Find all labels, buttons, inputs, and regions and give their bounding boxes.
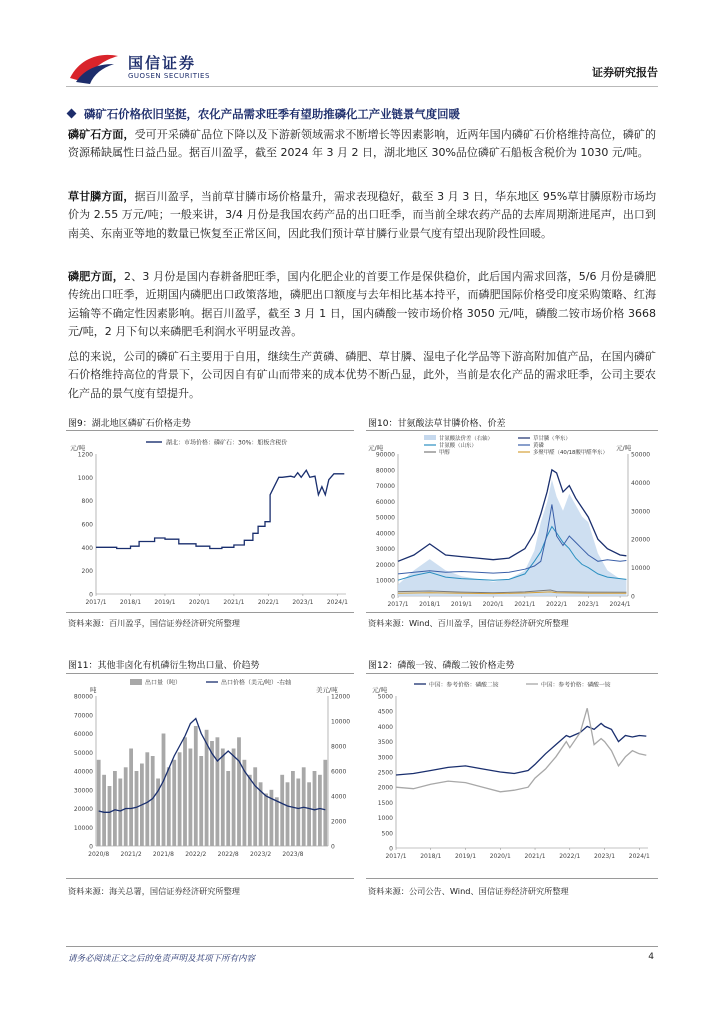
export-volume-bar <box>135 771 139 846</box>
paragraph-glyphosate <box>68 188 656 243</box>
y-right-tick-label: 10000 <box>331 718 351 726</box>
export-volume-bar <box>189 749 193 847</box>
x-tick-label: 2023/8 <box>282 851 304 858</box>
x-tick-label: 2023/2 <box>250 851 272 858</box>
legend-label: 甘氨酸（山东） <box>439 443 477 450</box>
y-right-tick-label: 50000 <box>631 451 651 459</box>
export-volume-bar <box>178 752 182 846</box>
fig11-title: 图11：其他非卤化有机磷衍生物出口量、价趋势 <box>68 661 260 671</box>
export-volume-bar <box>307 782 311 846</box>
y-tick-label: 200 <box>81 568 93 576</box>
y-right-tick-label: 6000 <box>331 768 347 776</box>
map-price-line <box>396 708 646 792</box>
export-volume-bar <box>194 726 198 846</box>
x-tick-label: 2024/1 <box>628 853 650 860</box>
paragraph-lead: 磷肥方面， <box>68 270 125 283</box>
legend-label: 中国：参考价格：磷酸二铵 <box>429 682 499 689</box>
x-tick-label: 2017/1 <box>387 601 409 608</box>
export-volume-bar <box>113 771 117 846</box>
export-volume-bar <box>97 760 101 846</box>
paragraph-summary <box>68 348 656 403</box>
export-volume-bar <box>102 775 106 846</box>
y-tick-label: 30000 <box>375 546 395 554</box>
x-tick-label: 2022/2 <box>185 851 207 858</box>
fig9-source: 资料来源：百川盈孚，国信证券经济研究所整理 <box>68 618 240 628</box>
x-tick-label: 2018/1 <box>420 853 442 860</box>
export-volume-bar <box>280 775 284 846</box>
fig12-source: 资料来源：公司公告、Wind、国信证券经济研究所整理 <box>368 886 569 896</box>
x-tick-label: 2022/8 <box>217 851 239 858</box>
fig11-source: 资料来源：海关总署，国信证券经济研究所整理 <box>68 886 240 896</box>
y-tick-label: 20000 <box>375 561 395 569</box>
legend-label: 出口价格（美元/吨）-右轴 <box>221 679 292 687</box>
y-tick-label: 5000 <box>377 693 393 701</box>
y-tick-label: 90000 <box>375 451 395 459</box>
y-tick-label: 3000 <box>377 754 393 762</box>
export-volume-bar <box>313 771 317 846</box>
paragraph-phosphate-fertilizer <box>68 268 656 341</box>
export-volume-bar <box>151 756 155 846</box>
y-right-axis-unit: 元/吨 <box>616 444 632 452</box>
x-tick-label: 2019/1 <box>154 599 176 606</box>
series-line-phosphate-rock <box>96 470 344 548</box>
export-volume-bar <box>210 741 214 846</box>
section-title-text: 磷矿石价格依旧坚挺，农化产品需求旺季有望助推磷化工产业链景气度回暖 <box>84 107 460 121</box>
export-volume-bar <box>199 756 203 846</box>
fig11-top-rule <box>66 673 354 674</box>
company-name-en: GUOSEN SECURITIES <box>128 72 210 80</box>
paragraph-body: 2、3 月份是国内春耕备肥旺季，国内化肥企业的首要工作是保供稳价，此后国内需求回落，5/6 月份是磷肥传统出口旺季，近期国内磷肥出口政策落地，磷肥出口额度与去年相比基本持平，而磷肥国际价格受印度采购策略、红海运输等不确定性因素影响。据百川盈孚，截至 3 月 1 日，国内磷酸一铵市场价格 3050 元/吨，磷酸二铵市场价格 3668 元/吨，2 月下旬以来磷肥毛利润水平明显改善。 <box>68 270 656 338</box>
fig10-title: 图10：甘氨酸法草甘膦价格、价差 <box>368 419 506 429</box>
y-right-tick-label: 8000 <box>331 743 347 751</box>
y-tick-label: 80000 <box>73 693 93 701</box>
export-volume-bar <box>145 752 149 846</box>
y-tick-label: 800 <box>81 498 93 506</box>
x-tick-label: 2020/1 <box>188 599 211 606</box>
y-tick-label: 0 <box>89 591 93 599</box>
y-tick-label: 30000 <box>73 787 93 795</box>
y-right-axis-unit: 美元/吨 <box>316 686 338 694</box>
y-tick-label: 50000 <box>73 749 93 757</box>
y-right-tick-label: 30000 <box>631 508 651 516</box>
y-tick-label: 0 <box>391 593 395 601</box>
section-title <box>68 106 460 122</box>
header-divider <box>66 86 658 87</box>
x-tick-label: 2023/1 <box>577 601 599 608</box>
x-tick-label: 2022/1 <box>559 853 581 860</box>
fig12-title: 图12：磷酸一铵、磷酸二铵价格走势 <box>368 661 515 671</box>
fig11-bottom-rule <box>66 878 354 879</box>
y-tick-label: 1200 <box>77 451 93 459</box>
export-volume-bar <box>237 737 241 846</box>
export-volume-bar <box>183 737 187 846</box>
y-tick-label: 0 <box>389 845 393 853</box>
y-tick-label: 2000 <box>377 784 393 792</box>
x-tick-label: 2019/1 <box>450 601 473 608</box>
y-right-tick-label: 10000 <box>631 565 651 573</box>
guosen-logo-mark <box>66 48 122 84</box>
company-name-cn: 国信证券 <box>128 54 197 72</box>
y-tick-label: 4500 <box>377 708 393 716</box>
paragraph-body: 总的来说，公司的磷矿石主要用于自用，继续生产黄磷、磷肥、草甘膦、湿电子化学品等下游高附加值产品，在国内磷矿石价格维持高位的背景下，公司因自有矿山而带来的成本优势不断凸显，此外，当前是农化产品的需求旺季，公司主要农化产品的景气度有望提升。 <box>68 350 656 400</box>
paragraph-phosphate-rock <box>68 126 656 163</box>
y-tick-label: 70000 <box>73 712 93 720</box>
export-volume-bar <box>167 767 171 846</box>
x-tick-label: 2022/1 <box>257 599 279 606</box>
paragraph-lead: 磷矿石方面， <box>68 128 135 141</box>
export-volume-bar <box>129 749 133 847</box>
export-volume-bar <box>253 767 257 846</box>
legend-label: 湖北：市场价格：磷矿石：30%：船板含税价 <box>166 439 288 447</box>
fig9-top-rule <box>66 430 354 431</box>
report-type-label: 证券研究报告 <box>592 66 658 79</box>
x-tick-label: 2017/1 <box>385 853 407 860</box>
y-axis-unit: 元/吨 <box>372 686 388 694</box>
legend-label: 黄磷 <box>533 443 544 450</box>
export-volume-bar <box>226 771 230 846</box>
fig10-bottom-rule <box>366 612 658 613</box>
y-right-tick-label: 20000 <box>631 536 651 544</box>
x-tick-label: 2023/1 <box>292 599 314 606</box>
diamond-bullet-icon <box>67 109 77 119</box>
y-tick-label: 1000 <box>377 815 393 823</box>
export-volume-bar <box>162 734 166 847</box>
export-volume-bar <box>221 749 225 847</box>
guosen-logo <box>66 48 246 84</box>
export-volume-bar <box>291 771 295 846</box>
y-tick-label: 50000 <box>375 514 395 522</box>
page-number: 4 <box>648 952 654 962</box>
legend-label: 多聚甲醛（40/18酸甲醛华东） <box>533 450 608 457</box>
x-tick-label: 2023/1 <box>593 853 616 860</box>
x-tick-label: 2017/1 <box>85 599 107 606</box>
legend-label: 甘氨酸法价差（右轴） <box>439 436 493 443</box>
fig10-top-rule <box>366 430 658 431</box>
footer-divider <box>66 946 658 947</box>
y-right-tick-label: 0 <box>331 843 335 851</box>
y-axis-unit: 吨 <box>90 686 97 694</box>
fig10-source: 资料来源：Wind、百川盈孚，国信证券经济研究所整理 <box>368 618 569 628</box>
y-tick-label: 2500 <box>377 769 393 777</box>
y-tick-label: 1000 <box>77 474 93 482</box>
paragraph-lead: 草甘膦方面， <box>68 190 135 203</box>
fig12-chart <box>366 676 658 876</box>
legend-swatch <box>130 679 142 685</box>
fig9-title: 图9：湖北地区磷矿石价格走势 <box>68 419 191 429</box>
y-tick-label: 10000 <box>375 577 395 585</box>
export-volume-bar <box>264 794 268 847</box>
x-tick-label: 2024/1 <box>326 599 348 606</box>
y-right-tick-label: 4000 <box>331 793 347 801</box>
y-right-tick-label: 12000 <box>331 693 351 701</box>
y-tick-label: 0 <box>89 843 93 851</box>
y-tick-label: 60000 <box>375 498 395 506</box>
export-volume-bar <box>216 737 220 846</box>
x-tick-label: 2020/8 <box>88 851 110 858</box>
fig10-chart <box>366 434 658 610</box>
y-tick-label: 40000 <box>73 768 93 776</box>
fig9-chart <box>66 434 356 610</box>
y-tick-label: 1500 <box>377 799 393 807</box>
export-volume-bar <box>108 786 112 846</box>
paragraph-body: 据百川盈孚，当前草甘膦市场价格量升，需求表现稳好，截至 3 月 3 日，华东地区 95%草甘膦原粉市场均价为 2.55 万元/吨；一般来讲，3/4 月份是我国农药产品的出口旺季，而当前全球农药产品的去库周期渐进尾声，出口到南美、东南亚等地的数量已恢复至正常区间，因此我们预计草甘膦行业景气度有望出现阶段性回暖。 <box>68 190 656 240</box>
y-axis-unit: 元/吨 <box>368 444 384 452</box>
export-volume-bar <box>323 760 327 846</box>
x-tick-label: 2021/1 <box>223 599 245 606</box>
y-tick-label: 20000 <box>73 806 93 813</box>
y-tick-label: 80000 <box>375 467 395 475</box>
x-tick-label: 2021/8 <box>152 851 174 858</box>
export-volume-bar <box>232 749 236 847</box>
export-volume-bar <box>318 775 322 846</box>
y-tick-label: 40000 <box>375 530 395 538</box>
y-axis-unit: 元/吨 <box>70 444 86 452</box>
x-tick-label: 2022/1 <box>546 601 568 608</box>
export-volume-bar <box>124 767 128 846</box>
y-tick-label: 400 <box>81 544 93 552</box>
x-tick-label: 2021/1 <box>524 853 546 860</box>
y-tick-label: 4000 <box>377 723 393 731</box>
export-volume-bar <box>248 775 252 846</box>
legend-swatch <box>424 435 436 440</box>
y-tick-label: 10000 <box>73 824 93 832</box>
legend-label: 草甘膦（华东） <box>533 436 571 443</box>
x-tick-label: 2018/1 <box>419 601 441 608</box>
x-tick-label: 2020/1 <box>482 601 504 608</box>
y-right-tick-label: 40000 <box>631 479 651 487</box>
y-tick-label: 3500 <box>377 739 393 747</box>
fig12-bottom-rule <box>366 878 658 879</box>
paragraph-body: 受可开采磷矿品位下降以及下游新领域需求不断增长等因素影响，近两年国内磷矿石价格维持高位，磷矿的资源稀缺属性日益凸显。据百川盈孚，截至 2024 年 3 月 2 日，湖北地区 30%品位磷矿石船板含税价为 1030 元/吨。 <box>68 128 656 160</box>
fig12-top-rule <box>366 673 658 674</box>
export-volume-bar <box>286 782 290 846</box>
x-tick-label: 2019/1 <box>454 853 477 860</box>
export-volume-bar <box>172 760 176 846</box>
legend-label: 甲醇 <box>439 450 450 457</box>
dap-price-line <box>396 723 646 775</box>
legend-label: 中国：参考价格：磷酸一铵 <box>541 682 611 689</box>
x-tick-label: 2021/1 <box>514 601 536 608</box>
y-tick-label: 500 <box>381 830 393 838</box>
x-tick-label: 2024/1 <box>609 601 631 608</box>
y-tick-label: 600 <box>81 521 93 529</box>
export-volume-bar <box>275 797 279 846</box>
export-volume-bar <box>296 779 300 847</box>
fig11-chart <box>66 676 356 876</box>
x-tick-label: 2021/2 <box>120 851 142 858</box>
y-right-tick-label: 2000 <box>331 818 347 826</box>
fig9-bottom-rule <box>66 612 354 613</box>
y-tick-label: 70000 <box>375 483 395 491</box>
x-tick-label: 2018/1 <box>119 599 142 606</box>
y-tick-label: 60000 <box>73 731 93 738</box>
page-header <box>66 48 658 88</box>
footer-disclaimer: 请务必阅读正文之后的免责声明及其项下所有内容 <box>68 954 256 964</box>
x-tick-label: 2020/1 <box>489 853 511 860</box>
y-right-tick-label: 0 <box>631 593 635 601</box>
legend-label: 出口量（吨） <box>145 679 182 687</box>
export-volume-bar <box>118 779 122 847</box>
